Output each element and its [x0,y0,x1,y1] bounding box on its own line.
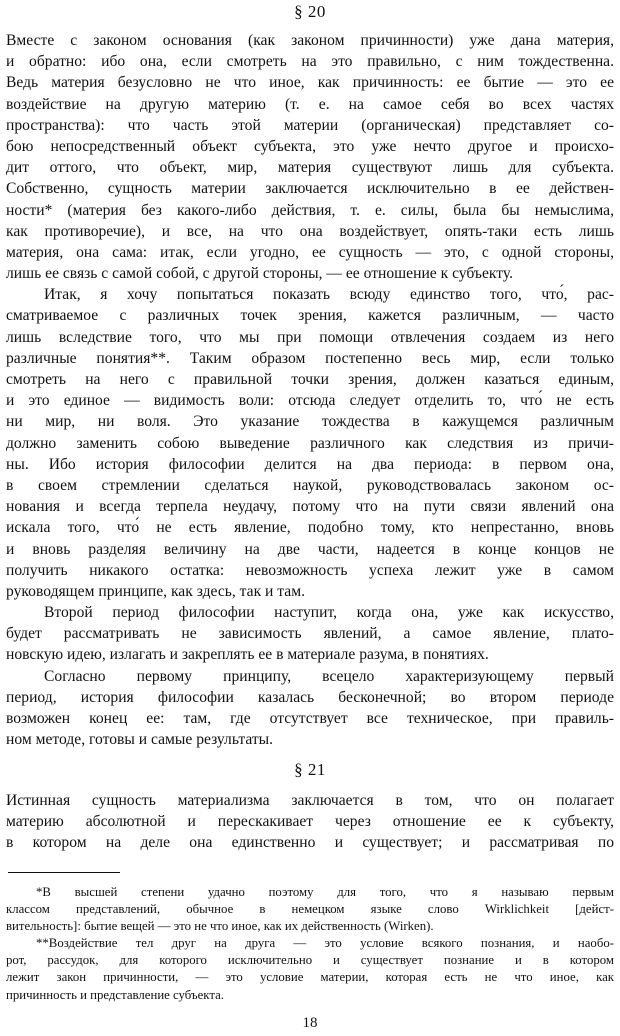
text-line: должно заменить собою выведение различного как следствия из причи- [6,434,614,452]
text-line: и это единое — видимость воли: отсюда следует отделить то, что́ не есть [6,392,614,410]
footnote-line: лежит закон причинности, — это условие материи, которая есть не что иное, как [6,970,614,985]
text-line: искала того, что́ не есть явление, подобно тому, кто непрестанно, вновь [6,519,614,537]
text-line: лишь вследствие того, что мы при помощи отвлечения создаем из него [6,328,614,346]
footnote-line: *В высшей степени удачно поэтому для того, что я называю первым [36,885,614,899]
text-line: Собственно, сущность материи заключается исключительно в ее действен- [6,180,614,198]
text-line: Второй период философии наступит, когда она, уже как искусство, [44,604,614,622]
text-line: лишь ее связь с самой собой, с другой стороны, — ее отношение к субъекту. [6,265,514,283]
text-line: бою непосредственный объект субъекта, это уже нечто другое и происхо- [6,137,614,155]
page-number: 18 [302,1015,318,1031]
text-line: Итак, я хочу попытаться показать всюду единство того, что́, рас- [44,286,614,304]
text-line: воздействие на другую материю (т. е. на самое себя во всех частях [6,95,614,113]
text-line: ны. Ибо история философии делится на два периода: в первом она, [6,455,614,473]
text-line: новскую идею, излагать и закреплять ее в материале разума, в понятиях. [6,646,489,664]
section-21-text [6,790,614,854]
text-line: будет рассматривать не зависимость явлений, а самое явление, плато- [6,625,614,643]
footnote-line: рот, рассудок, для которого исключительно и существует познание и в котором [6,953,614,968]
text-line: период, история философии казалась бесконечной; во втором периоде [6,688,614,706]
text-line: нования и всегда терпела неудачу, потому что на пути связи явлений она [6,498,614,516]
text-line: пространства): что часть этой материи (органическая) представляет со- [6,116,614,134]
text-line: материю абсолютной и перескакивает через отношение ее к субъекту, [6,813,614,831]
text-line: различные понятия**. Таким образом постепенно весь мир, если только [6,349,614,367]
text-line: смотреть на него с правильной точки зрения, должен казаться единым, [6,371,614,388]
text-line: Согласно первому принципу, всецело характеризующему первый [44,667,614,685]
footnote-line: причинность и представление субъекта. [6,987,224,1002]
footnote-divider [8,872,120,873]
text-line: и вновь разделяя величину на две части, надеется в конце концов не [6,540,614,558]
text-line: в своем стремлении сделаться наукой, руководствовалась законом ос- [6,476,614,494]
text-line: возможен конец ее: там, где отсутствует все техническое, при правиль- [6,710,614,727]
text-line: Вместе с законом основания (как законом причинности) уже дана материя, [6,32,614,49]
footnotes [6,884,614,1004]
text-line: ности* (материя без какого-либо действия, т. е. силы, была бы немыслима, [6,201,614,219]
section-heading-21: § 21 [294,760,326,779]
text-line: Истинная сущность материализма заключается в том, что он полагает [6,792,614,809]
text-line: в котором на деле она единственно и существует; и рассматривая по [6,834,614,852]
text-line: ни мир, ни воля. Это указание тождества в кажущемся различным [6,413,614,431]
text-line: и обратно: ибо она, если смотреть на это правильно, с ним тождественна. [6,53,614,71]
text-line: руководящем принципе, как здесь, так и там. [6,582,305,600]
text-line: ном методе, готовы и самые результаты. [6,731,274,749]
footnote-line: вительность]: бытие вещей — это не что иное, как их действенность (Wirken). [6,919,434,934]
text-line: получить никакого остатка: невозможность успеха лежит уже в самом [6,561,614,579]
section-heading-20: § 20 [294,2,326,21]
text-line: материя, она сама: итак, если угодно, ее сущность — это, с одной стороны, [6,243,614,261]
text-line: Ведь материя безусловно не что иное, как причинность: ее бытие — это ее [6,74,614,92]
section-20-text [6,30,614,750]
text-line: дит оттого, что объект, мир, материя существуют лишь для субъекта. [6,159,614,177]
footnote-line: классом представлений, обычное в немецком языке слово Wirklichkeit [дейст- [6,902,614,917]
text-line: сматриваемое с различных точек зрения, кажется различным, — часто [6,307,614,325]
footnote-line: **Воздействие тел друг на друга — это условие всякого познания, и наобо- [36,936,614,951]
text-line: как противоречие), и все, на что она воздействует, опять-таки есть лишь [6,222,614,240]
